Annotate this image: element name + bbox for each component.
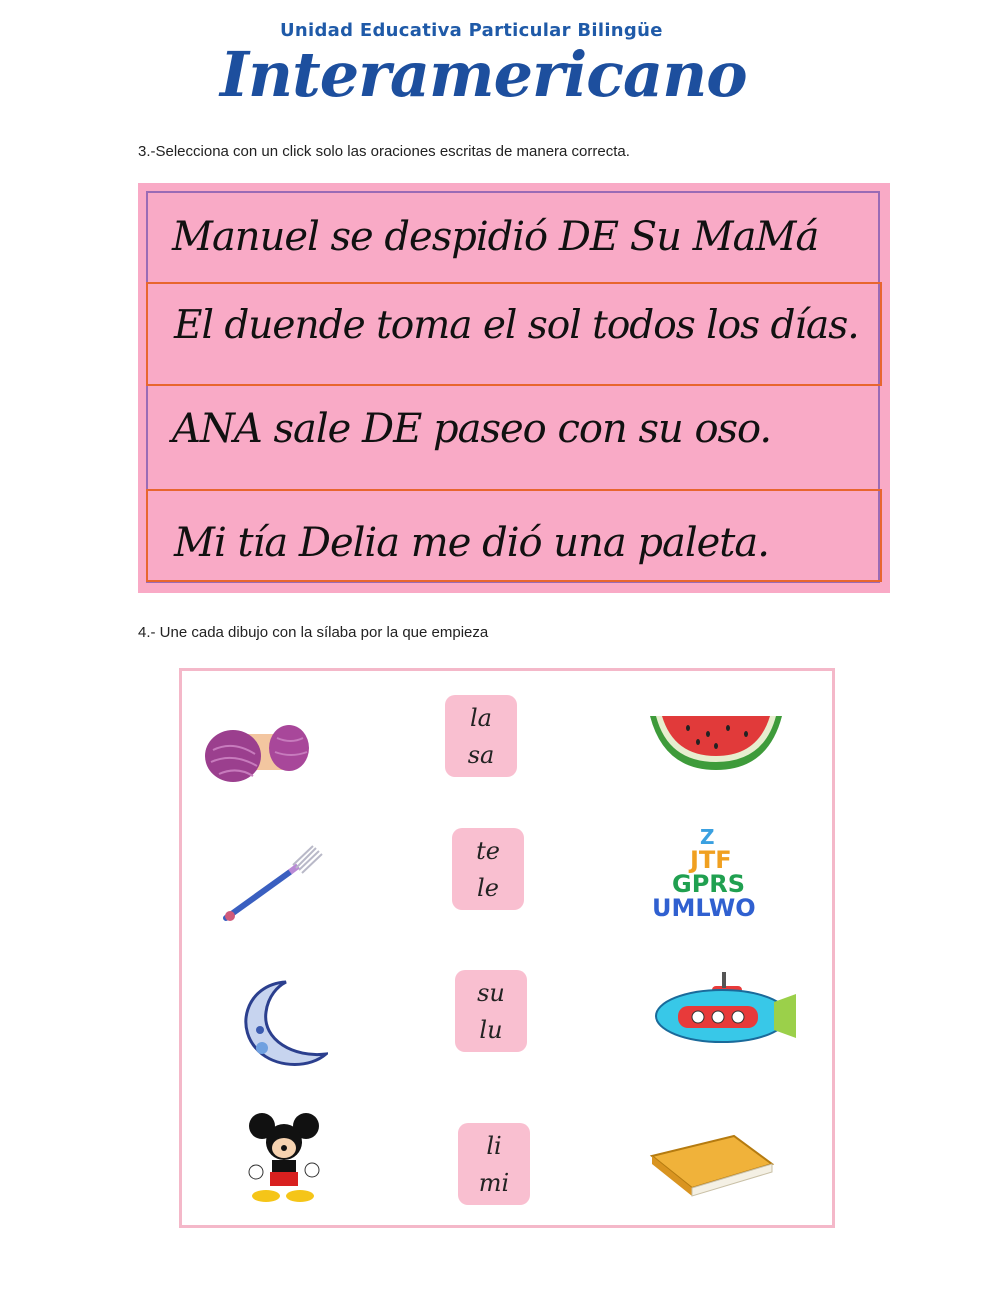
mickey-mouse-icon[interactable] bbox=[242, 1112, 328, 1204]
syllable-la: la bbox=[470, 703, 492, 732]
fork-icon[interactable] bbox=[220, 844, 324, 924]
school-line: Unidad Educativa Particular Bilingüe bbox=[280, 20, 663, 41]
sentences-panel bbox=[138, 183, 890, 593]
sentence-option-3[interactable]: ANA sale DE paseo con su oso. bbox=[172, 406, 772, 452]
sentence-option-4[interactable]: Mi tía Delia me dió una paleta. bbox=[146, 489, 882, 582]
syllable-su: su bbox=[477, 978, 505, 1007]
sentence-option-2[interactable]: El duende toma el sol todos los días. bbox=[146, 282, 882, 386]
book-icon[interactable] bbox=[648, 1130, 776, 1200]
syllable-le: le bbox=[477, 873, 499, 902]
syllable-mi: mi bbox=[478, 1168, 510, 1197]
syllable-te: te bbox=[476, 836, 500, 865]
watermelon-slice-icon[interactable] bbox=[648, 712, 784, 772]
syllable-card-su-lu[interactable] bbox=[455, 970, 527, 1052]
moon-icon[interactable] bbox=[232, 978, 328, 1070]
letters-row-2: GPRS bbox=[672, 870, 746, 898]
syllable-li: li bbox=[486, 1131, 502, 1160]
syllable-lu: lu bbox=[479, 1015, 503, 1044]
submarine-icon[interactable] bbox=[652, 968, 798, 1048]
letters-row-1: JTF bbox=[690, 846, 732, 874]
exercise3-instruction: 3.-Selecciona con un click solo las oraciones escritas de manera correcta. bbox=[138, 143, 630, 160]
yarn-ball-icon[interactable] bbox=[203, 722, 311, 784]
syllable-card-la-sa[interactable] bbox=[445, 695, 517, 777]
alphabet-letters-icon[interactable] bbox=[648, 824, 780, 920]
syllable-card-li-mi[interactable] bbox=[458, 1123, 530, 1205]
letters-row-3: UMLWO bbox=[652, 894, 756, 920]
school-logo-name: Interamericano bbox=[220, 38, 747, 111]
sentence-option-1[interactable]: Manuel se despidió DE Su MaMá bbox=[172, 214, 819, 260]
syllable-sa: sa bbox=[467, 740, 495, 769]
syllable-card-te-le[interactable] bbox=[452, 828, 524, 910]
exercise4-instruction: 4.- Une cada dibujo con la sílaba por la que empieza bbox=[138, 624, 489, 641]
svg-text:Z: Z bbox=[700, 825, 715, 849]
